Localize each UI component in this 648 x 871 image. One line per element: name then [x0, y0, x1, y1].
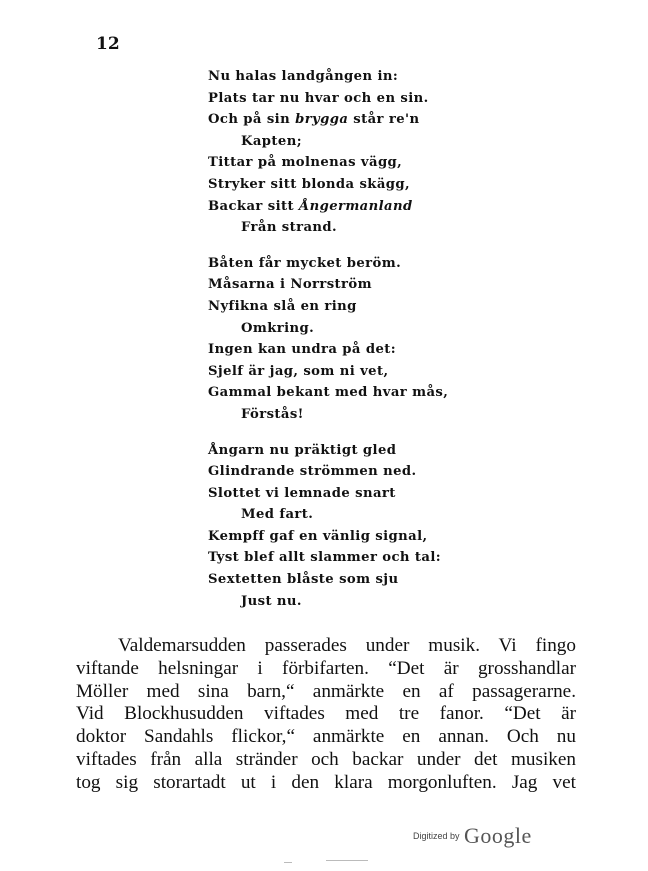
poem-line: Förstås!: [241, 406, 304, 422]
scan-smudge: [326, 860, 368, 861]
stanza-1: [208, 66, 538, 239]
poem-line: Från strand.: [241, 220, 338, 236]
poem-line: [208, 196, 538, 218]
poem-line: Stryker sitt blonda skägg,: [208, 176, 411, 192]
prose-line: doktor Sandahls flickor,“ anmärkte en annan. Och nu: [76, 726, 576, 748]
digitized-by-watermark: [413, 823, 532, 849]
prose-paragraph: [76, 635, 576, 795]
stanza-3: [208, 440, 538, 613]
poem-line: Just nu.: [241, 593, 302, 609]
prose-line: Möller med sina barn,“ anmärkte en af passagerarne.: [76, 680, 576, 702]
poem-emphasis: Ångermanland: [298, 198, 413, 214]
poem-line: Slottet vi lemnade snart: [208, 485, 396, 501]
poem-line: Kapten;: [241, 133, 302, 149]
poem-text: Backar sitt: [208, 198, 299, 214]
stanza-2: [208, 253, 538, 426]
poem-line: Nu halas landgången in:: [208, 69, 399, 84]
poem-line: Plats tar nu hvar och en sin.: [208, 90, 429, 106]
poem-line: Gammal bekant med hvar mås,: [208, 385, 449, 401]
poem: [208, 66, 538, 626]
poem-emphasis: brygga: [295, 112, 349, 128]
poem-line: Ingen kan undra på det:: [208, 342, 397, 358]
poem-line: Sjelf är jag, som ni vet,: [208, 363, 389, 379]
prose-line: viftande helsningar i förbifarten. “Det är grosshandlar: [76, 657, 576, 679]
poem-line: Sextetten blåste som sju: [208, 572, 399, 588]
poem-line: Båten får mycket beröm.: [208, 255, 402, 271]
google-logo: Google: [463, 823, 532, 848]
page-number: 12: [96, 34, 120, 54]
prose-line: tog sig storartadt ut i den klara morgonluften. Jag vet: [76, 771, 576, 793]
prose-line: Vid Blockhusudden viftades med tre fanor. “Det är: [76, 703, 576, 725]
poem-line: Tittar på molnenas vägg,: [208, 155, 403, 171]
digitized-prefix: Digitized by: [413, 831, 460, 841]
poem-line: Omkring.: [241, 320, 315, 336]
poem-line: Tyst blef allt slammer och tal:: [208, 550, 441, 566]
poem-line: Med fart.: [241, 507, 314, 523]
poem-line: Glindrande strömmen ned.: [208, 464, 417, 480]
scan-smudge: [284, 862, 292, 863]
poem-text: Och på sin: [208, 112, 296, 128]
prose-line: viftades från alla stränder och backar under det musiken: [76, 748, 576, 770]
poem-line: Måsarna i Norrström: [208, 277, 372, 293]
poem-line: [208, 109, 538, 131]
poem-line: Ångarn nu präktigt gled: [208, 442, 397, 458]
poem-line: Kempff gaf en vänlig signal,: [208, 528, 428, 544]
poem-text: står re'n: [348, 112, 420, 128]
poem-line: Nyfikna slå en ring: [208, 298, 357, 314]
prose-line: Valdemarsudden passerades under musik. Vi fingo: [118, 635, 576, 656]
